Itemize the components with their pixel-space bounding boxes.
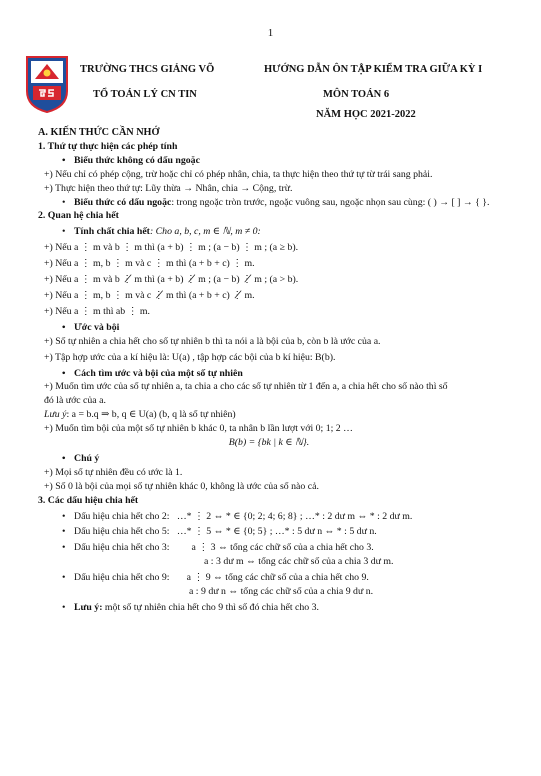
page-number: 1 [267, 27, 274, 39]
property-line: +) Nếu a ⋮ m thì ab ⋮ m. [44, 305, 150, 317]
rule-line: +) Nếu chỉ có phép cộng, trừ hoặc chỉ có phép nhân, chia, ta thực hiện theo thứ tự từ trái sang phải. [44, 168, 433, 180]
property-line: +) Nếu a ⋮ m và b ⋮̸ m thì (a + b) ⋮̸ m ; (a − b) ⋮̸ m ; (a > b). [44, 274, 299, 286]
rule-div-2 [44, 510, 514, 524]
rule-div-9 [44, 571, 514, 585]
rule-div-9-remainder: a : 9 dư n ⇔ tổng các chữ số của a chia 9 dư n. [189, 586, 374, 598]
method-line: đó là ước của a. [44, 395, 106, 407]
note-text: : a = b.q ⇒ b, q ∈ U(a) (b, q là số tự nhiên) [66, 409, 236, 421]
bullet-divisibility-properties [44, 225, 514, 239]
rule-value: a ⋮ 9 ⇔ tổng các chữ số của a chia hết cho 9. [186, 572, 369, 584]
section-3-title: 3. Các dấu hiệu chia hết [38, 494, 139, 506]
bullet-brackets [44, 196, 514, 210]
bullet-text: : trong ngoặc tròn trước, ngoặc vuông sau, ngoặc nhọn sau cùng: ( ) → [ ] → { }. [171, 196, 490, 208]
note-text: một số tự nhiên chia hết cho 9 thì số đó chia hết cho 3. [102, 602, 319, 613]
rule-label: Dấu hiệu chia hết cho 3: [74, 542, 170, 554]
remark-line: +) Số 0 là bội của mọi số tự nhiên khác 0, không là ước của số nào cả. [44, 480, 319, 492]
school-year: NĂM HỌC 2021-2022 [316, 109, 416, 120]
bullet-remark: • Chú ý [44, 452, 514, 466]
note-label: Lưu ý: [74, 602, 103, 613]
final-note [44, 601, 514, 615]
note-label: Lưu ý [44, 409, 67, 421]
definition-line: +) Tập hợp ước của a kí hiệu là: U(a) , tập hợp các bội của b kí hiệu: B(b). [44, 351, 336, 363]
bullet-label: Biểu thức có dấu ngoặc [74, 196, 172, 208]
section-1-title: 1. Thứ tự thực hiện các phép tính [38, 140, 178, 152]
rule-div-3-remainder: a : 3 dư m ⇔ tổng các chữ số của a chia 3 dư m. [204, 556, 394, 568]
property-line: +) Nếu a ⋮ m và b ⋮ m thì (a + b) ⋮ m ; (a − b) ⋮ m ; (a ≥ b). [44, 242, 299, 254]
rule-value: …* ⋮ 5 ⇔ * ∈ {0; 5} ; …* : 5 dư n ⇔ * : 5 dư n. [176, 526, 377, 538]
department-name: TỔ TOÁN LÝ CN TIN [93, 89, 197, 100]
property-line: +) Nếu a ⋮ m, b ⋮ m và c ⋮̸ m thì (a + b + c) ⋮̸ m. [44, 289, 255, 301]
rule-div-5 [44, 525, 514, 539]
document-body [38, 126, 514, 615]
rule-div-3 [44, 541, 514, 555]
rule-label: Dấu hiệu chia hết cho 2: [74, 510, 170, 522]
section-2-title: 2. Quan hệ chia hết [38, 210, 119, 222]
bullet-find-method: • Cách tìm ước và bội của một số tự nhiên [44, 367, 514, 381]
method-line: +) Muốn tìm bội của một số tự nhiên b khác 0, ta nhân b lần lượt với 0; 1; 2 … [44, 423, 353, 435]
section-a-title: A. KIẾN THỨC CẦN NHỚ [38, 127, 160, 138]
rule-label: Dấu hiệu chia hết cho 5: [74, 526, 170, 538]
bullet-no-brackets: • Biểu thức không có dấu ngoặc [44, 154, 514, 168]
bullet-text: : Cho a, b, c, m ∈ ℕ, m ≠ 0: [149, 226, 261, 238]
document-title: HƯỚNG DẪN ÔN TẬP KIỂM TRA GIỮA KỲ I [264, 64, 483, 75]
bullet-divisors-multiples: • Ước và bội [44, 321, 514, 335]
property-line: +) Nếu a ⋮ m, b ⋮ m và c ⋮ m thì (a + b + c) ⋮ m. [44, 258, 255, 270]
note-line [44, 408, 514, 422]
school-name: TRƯỜNG THCS GIẢNG VÕ [80, 64, 215, 75]
subject-label: MÔN TOÁN 6 [323, 89, 390, 100]
rule-value: …* ⋮ 2 ⇔ * ∈ {0; 2; 4; 6; 8} ; …* : 2 dư m ⇔ * : 2 dư m. [176, 510, 413, 522]
school-logo-icon [25, 55, 69, 113]
method-line: +) Muốn tìm ước của số tự nhiên a, ta chia a cho các số tự nhiên từ 1 đến a, a chia hết cho số nào thì số [44, 381, 448, 393]
rule-value: a ⋮ 3 ⇔ tổng các chữ số của a chia hết cho 3. [191, 542, 374, 554]
bullet-label: Tính chất chia hết [74, 226, 150, 238]
rule-line: +) Thực hiện theo thứ tự: Lũy thừa → Nhân, chia → Cộng, trừ. [44, 182, 293, 194]
rule-label: Dấu hiệu chia hết cho 9: [74, 572, 170, 584]
remark-line: +) Mọi số tự nhiên đều có ước là 1. [44, 466, 183, 478]
multiples-formula: B(b) = {bk | k ∈ ℕ}. [228, 437, 310, 449]
definition-line: +) Số tự nhiên a chia hết cho số tự nhiên b thì ta nói a là bội của b, còn b là ước của a. [44, 335, 381, 347]
